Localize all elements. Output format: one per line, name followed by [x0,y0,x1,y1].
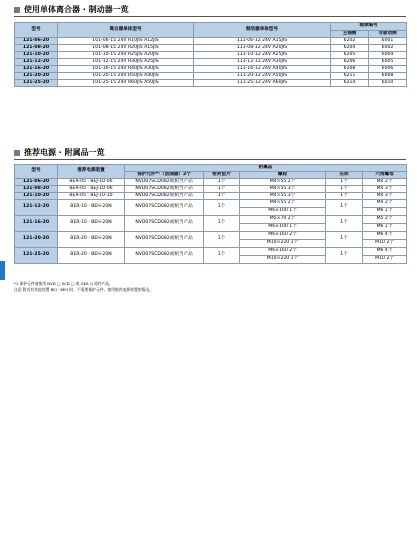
row-brake: 111-16-12 24V A40JIS [194,66,331,73]
row-hex-nut: M10 2个 [363,240,407,248]
row-main-bearing: 6208 [331,66,369,73]
row-washer: 1个 [204,186,240,193]
table-row [15,38,407,45]
section-title-text: 使用单体离合器 · 制动器一览 [24,5,129,14]
table-row [15,59,407,66]
row-main-bearing: 6206 [331,59,369,66]
row-brake: 111-12-12 24V A30JIS [194,59,331,66]
table-row [15,73,407,80]
section-title-text: 推荐电源 · 附属品一览 [24,148,105,157]
square-bullet-icon [14,150,20,156]
row-model: 121-06-20 [15,179,58,186]
header-spring: 压块 [326,172,363,179]
row-model: 121-08-20 [15,45,58,52]
table-row [15,248,407,256]
header-other-side: 非驱动侧 [369,31,407,38]
row-brake: 111-10-12 24V A25JIS [194,52,331,59]
row-protection-element: NVD07SCD082或相当产品 [125,186,204,193]
row-bolt: M4×55 2个 [240,179,326,186]
row-spring: 1个 [326,232,363,248]
header-main-side: 主轴侧 [331,31,369,38]
row-hex-nut: M5 2个 [363,216,407,224]
row-bolt: M6×100 1个 [240,224,326,232]
table-row [15,216,407,224]
row-hex-nut: M4 3个 [363,186,407,193]
row-other-bearing: 6001 [369,38,407,45]
row-power-unit: BER-10 · BEH-20N [58,216,125,232]
footnotes [14,281,153,293]
row-other-bearing: 6010 [369,80,407,87]
row-model: 121-12-20 [15,59,58,66]
row-protection-element: NVD07SCD082或相当产品 [125,179,204,186]
table-row [15,193,407,200]
row-power-unit: BER-20 · BEH-20N [58,232,125,248]
row-spring: 1个 [326,216,363,232]
row-hex-nut: M6 4个 [363,248,407,256]
row-model: 121-12-20 [15,200,58,216]
row-model: 121-25-20 [15,80,58,87]
table-row [15,179,407,186]
row-washer: 1个 [204,179,240,186]
row-clutch: 101-20-15 24V R50JIS A40JIS [58,73,194,80]
row-model: 121-06-20 [15,38,58,45]
clutch-brake-table [14,22,407,87]
row-other-bearing: 6005 [369,59,407,66]
header-accessories: 附属品 [125,165,407,172]
row-hex-nut: M6 1个 [363,224,407,232]
row-spring: 1个 [326,179,363,186]
row-model: 121-16-20 [15,216,58,232]
row-clutch: 101-25-15 24V R60JIS A50JIS [58,80,194,87]
row-model: 121-08-20 [15,186,58,193]
row-washer: 1个 [204,193,240,200]
row-washer: 1个 [204,248,240,264]
row-protection-element: NVD07SCD082或相当产品 [125,193,204,200]
section-title-clutch-brake [14,4,129,15]
row-hex-nut: M4 3个 [363,193,407,200]
header-bearing: 轴承编号 [331,23,407,31]
header-model: 型号 [15,23,58,38]
row-clutch: 101-10-15 24V R25JIS A20JIS [58,52,194,59]
row-power-unit: BER-10 · BEH-20N [58,200,125,216]
row-bolt: M6×160 2个 [240,232,326,240]
row-clutch: 101-06-15 24V R10JIS A12JIS [58,38,194,45]
row-bolt: M5×70 2个 [240,216,326,224]
row-power-unit: BER-05 · BEJ-10-06 [58,186,125,193]
row-spring: 1个 [326,248,363,264]
row-model: 121-20-20 [15,73,58,80]
row-spring: 1个 [326,186,363,193]
header-washer: 密封垫片 [204,172,240,179]
row-brake: 111-20-12 24V A50JIS [194,73,331,80]
row-model: 121-16-20 [15,66,58,73]
table-row [15,66,407,73]
row-main-bearing: 6204 [331,45,369,52]
row-bolt: M4×55 2个 [240,200,326,208]
row-power-unit: BER-05 · BEJ-10-10 [58,193,125,200]
table-row [15,200,407,208]
header-model: 型号 [15,165,58,179]
row-main-bearing: 6214 [331,80,369,87]
row-protection-element: NVD07SCD082或相当产品 [125,216,204,232]
row-brake: 111-06-12 24V A15JIS [194,38,331,45]
row-bolt: M10×220 1个 [240,256,326,264]
row-bolt: M4×55 3个 [240,193,326,200]
row-spring: 1个 [326,200,363,216]
row-model: 121-20-20 [15,232,58,248]
header-power-unit: 推荐电源装置 [58,165,125,179]
row-model: 121-25-20 [15,248,58,264]
row-bolt: M10×220 1个 [240,240,326,248]
row-protection-element: NVD07SCD082或相当产品 [125,232,204,248]
section-title-power-accessories [14,147,105,158]
row-main-bearing: 6202 [331,38,369,45]
footnote: 注意 附近有其他装置 BEJ · BEH 时，不需要保护元件，使用推荐电源装置的情况。 [14,287,153,292]
row-washer: 1个 [204,232,240,248]
row-brake: 111-25-12 24V A60JIS [194,80,331,87]
row-washer: 1个 [204,216,240,232]
section-divider [14,16,406,17]
table-row [15,186,407,193]
row-other-bearing: 6006 [369,66,407,73]
header-brake-model: 制动器单体型号 [194,23,331,38]
row-hex-nut: M6 1个 [363,208,407,216]
square-bullet-icon [14,7,20,13]
row-other-bearing: 6002 [369,45,407,52]
row-bolt: M4×55 3个 [240,186,326,193]
row-washer: 1个 [204,200,240,216]
row-protection-element: NVD07SCD082或相当产品 [125,200,204,216]
row-power-unit: BER-05 · BEJ-10-06 [58,179,125,186]
header-bolt: 螺栓 [240,172,326,179]
row-main-bearing: 6211 [331,73,369,80]
page-side-tab [0,261,5,280]
header-clutch-model: 离合器单体型号 [58,23,194,38]
row-bolt: M6×160 2个 [240,248,326,256]
footnote: *1 保护元件请使用 NVD □ SCD □ 或 GEA 公司的产品。 [14,281,113,286]
header-hex-nut: 六角螺母 [363,172,407,179]
row-hex-nut: M10 2个 [363,256,407,264]
row-main-bearing: 6205 [331,52,369,59]
row-power-unit: BER-20 · BEH-20N [58,248,125,264]
row-protection-element: NVD07SCD082或相当产品 [125,248,204,264]
row-model: 121-10-20 [15,52,58,59]
table-row [15,232,407,240]
row-hex-nut: M4 2个 [363,200,407,208]
row-other-bearing: 6008 [369,73,407,80]
row-other-bearing: 6004 [369,52,407,59]
table-row [15,80,407,87]
section-divider [14,159,406,160]
row-spring: 1个 [326,193,363,200]
row-brake: 111-08-12 24V A20JIS [194,45,331,52]
row-hex-nut: M6 4个 [363,232,407,240]
row-clutch: 101-08-15 24V R20JIS A15JIS [58,45,194,52]
header-protection-element: 保护元件*¹（浪涌器）2个 [125,172,204,179]
row-hex-nut: M4 2个 [363,179,407,186]
table-row [15,52,407,59]
row-bolt: M6×100 1个 [240,208,326,216]
row-model: 121-10-20 [15,193,58,200]
table-row [15,45,407,52]
power-accessories-table [14,164,407,264]
row-clutch: 101-16-15 24V R40JIS A30JIS [58,66,194,73]
row-clutch: 101-12-15 24V R30JIS A25JIS [58,59,194,66]
